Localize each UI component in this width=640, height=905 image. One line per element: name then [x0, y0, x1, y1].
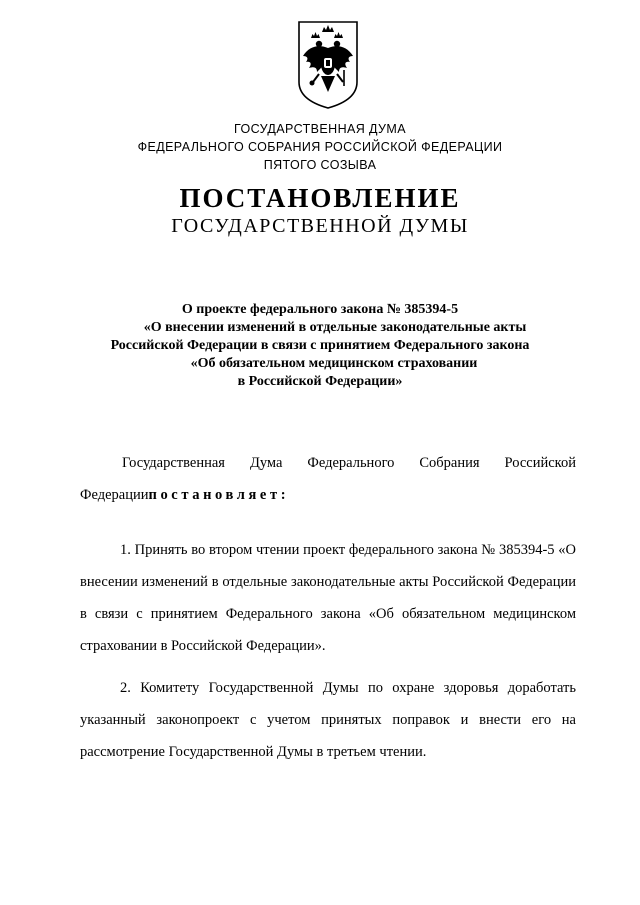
document-subtitle: ГОСУДАРСТВЕННОЙ ДУМЫ	[171, 215, 469, 237]
subject-line2: «О внесении изменений в отдельные законодательные акты	[143, 320, 527, 335]
org-name-line2: ФЕДЕРАЛЬНОГО СОБРАНИЯ РОССИЙСКОЙ ФЕДЕРАЦИИ	[137, 140, 503, 154]
subject-line5: в Российской Федерации»	[237, 374, 403, 389]
subject-line3: Российской Федерации в связи с принятием Федерального закона	[110, 338, 530, 353]
resolution-item-1: 1. Принять во втором чтении проект федерального закона № 385394-5 «О внесении изменений в отдельные законодательные акты Российской Федерации в связи с принятием Федерального закона «Об обязательном медицинском страховании в Российской Федерации».	[80, 542, 576, 654]
subject-line1: О проекте федерального закона № 385394-5	[181, 302, 459, 317]
convocation-line: ПЯТОГО СОЗЫВА	[263, 158, 377, 172]
resolution-item-2: 2. Комитету Государственной Думы по охране здоровья доработать указанный законопроект с учетом принятых поправок и внести его на рассмотрение Государственной Думы в третьем чтении.	[80, 680, 576, 760]
resolution-intro	[80, 447, 576, 511]
resolves-word: постановляет:	[148, 487, 290, 503]
org-name-line1: ГОСУДАРСТВЕННАЯ ДУМА	[234, 122, 406, 136]
intro-text: Государственная Дума Федерального Собрания Российской Федерации	[80, 455, 576, 503]
russian-coat-of-arms-icon	[297, 20, 359, 110]
subject-line4: «Об обязательном медицинском страховании	[190, 356, 478, 371]
document-title: ПОСТАНОВЛЕНИЕ	[179, 183, 461, 213]
